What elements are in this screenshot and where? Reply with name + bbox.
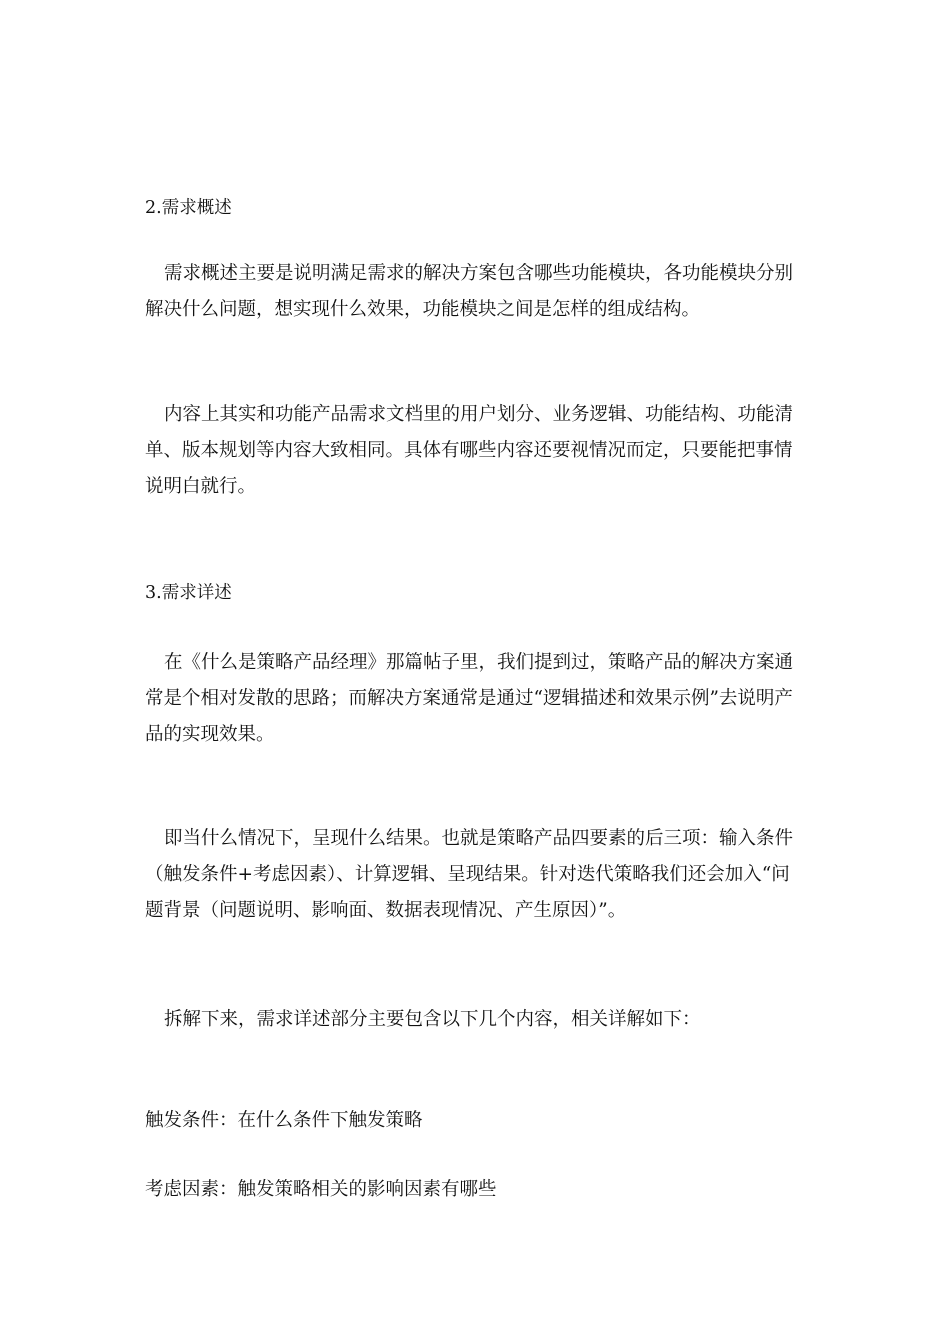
paragraph-overview-definition: 需求概述主要是说明满足需求的解决方案包含哪些功能模块，各功能模块分别解决什么问题，想实现什么效果，功能模块之间是怎样的组成结构。	[145, 263, 794, 320]
list-item-consideration-factors: 考虑因素：触发策略相关的影响因素有哪些	[145, 1179, 497, 1200]
list-item-trigger-condition: 触发条件：在什么条件下触发策略	[145, 1110, 423, 1131]
paragraph-details-elements: 即当什么情况下，呈现什么结果。也就是策略产品四要素的后三项：输入条件（触发条件+考虑因素）、计算逻辑、呈现结果。针对迭代策略我们还会加入“问题背景（问题说明、影响面、数据表现情况、产生原因）”。	[145, 828, 794, 921]
paragraph-details-breakdown: 拆解下来，需求详述部分主要包含以下几个内容，相关详解如下：	[164, 1009, 701, 1030]
paragraph-details-solution: 在《什么是策略产品经理》那篇帖子里，我们提到过，策略产品的解决方案通常是个相对发散的思路；而解决方案通常是通过“逻辑描述和效果示例”去说明产品的实现效果。	[145, 652, 794, 745]
section-heading-details: 3.需求详述	[145, 583, 232, 603]
section-heading-overview: 2.需求概述	[145, 198, 232, 218]
paragraph-overview-content: 内容上其实和功能产品需求文档里的用户划分、业务逻辑、功能结构、功能清单、版本规划等内容大致相同。具体有哪些内容还要视情况而定，只要能把事情说明白就行。	[145, 404, 794, 497]
